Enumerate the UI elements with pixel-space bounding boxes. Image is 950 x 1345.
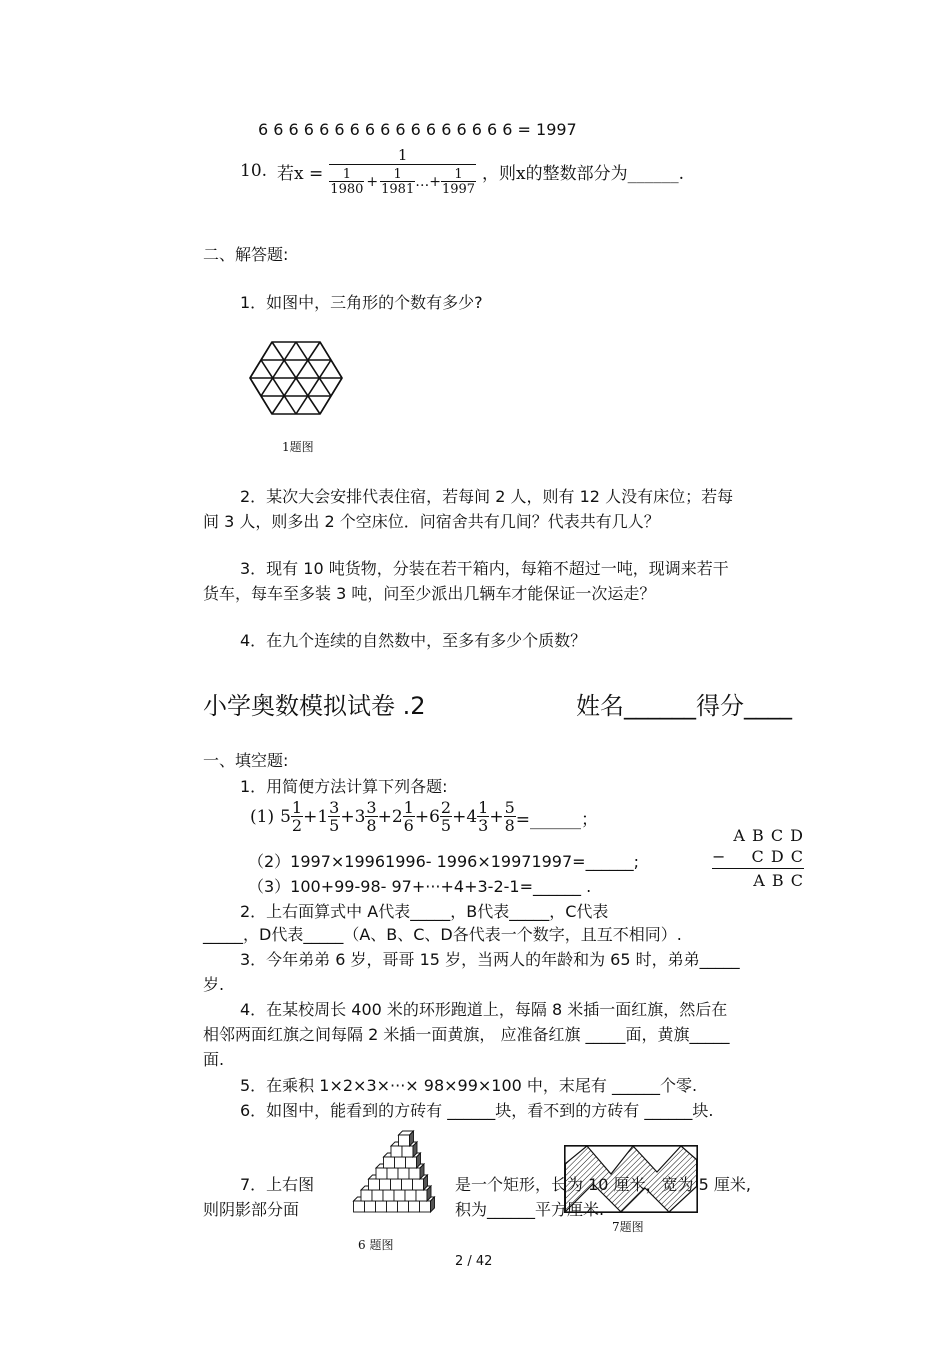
sub-row-subtrahend: − C D C (712, 847, 804, 866)
e2-question-4-line1: 4．在某校周长 400 米的环形跑道上，每隔 8 米插一面红旗，然后在 (240, 1000, 728, 1019)
e2-question-1-2: （2）1997×19961996- 1996×19971997=______; (248, 852, 639, 871)
s2-question-4: 4．在九个连续的自然数中，至多有多少个质数？ (240, 631, 587, 650)
fig1-caption: 1题图 (282, 440, 314, 454)
sub-row-result: A B C (712, 868, 804, 890)
q10-denominator: $\frac{1}{1980}$ + $\frac{1}{1981}$ …+ $\frac{1}{1997}$ (329, 164, 476, 196)
e2-question-4-line2: 相邻两面红旗之间每隔 2 米插一面黄旗， 应准备红旗 _____面，黄旗_____ (203, 1025, 730, 1044)
e2-question-5: 5．在乘积 1×2×3×···× 98×99×100 中，末尾有 ______个零. (240, 1076, 698, 1095)
q10-prefix: 若x = (277, 163, 324, 184)
e2-question-7-mid1: 是一个矩形，长为 10 厘米，宽为 5 厘米, (455, 1175, 751, 1194)
e2-question-2-line2: _____，D代表_____（A、B、C、D各代表一个数字，且互不相同）. (203, 925, 682, 944)
e2-question-2-line1: 2．上右面算式中 A代表_____，B代表_____，C代表 (240, 902, 609, 921)
e2-question-6: 6．如图中，能看到的方砖有 ______块，看不到的方砖有 ______块. (240, 1101, 714, 1120)
page-number: 2 / 42 (455, 1254, 493, 1269)
sub-row-minuend: A B C D (733, 826, 804, 845)
e2-question-3-line2: 岁. (203, 975, 225, 994)
fig7-caption: 7题图 (612, 1220, 644, 1234)
e2-question-4-line3: 面. (203, 1050, 225, 1069)
question-10 (240, 146, 684, 196)
q10-numerator: 1 (397, 146, 408, 164)
vertical-subtraction (712, 826, 804, 890)
e2-question-7-mid2: 积为______平方厘米. (455, 1200, 605, 1219)
name-score-field: 姓名______得分____ (576, 692, 792, 720)
s2-question-2-line1: 2．某次大会安排代表住宿，若每间 2 人，则有 12 人没有床位；若每 (240, 487, 734, 506)
s2-question-3-line2: 货车，每车至多装 3 吨，问至少派出几辆车才能保证一次运走？ (203, 584, 656, 603)
s2-question-1: 1．如图中，三角形的个数有多少? (240, 293, 483, 312)
s2-question-3-line1: 3．现有 10 吨货物，分装在若干箱内，每箱不超过一吨，现调来若干 (240, 559, 729, 578)
sixes-equation: 6 6 6 6 6 6 6 6 6 6 6 6 6 6 6 6 6 = 1997 (258, 120, 577, 139)
section2-title: 二、解答题: (203, 245, 289, 264)
q10-suffix: ，则x的整数部分为______. (482, 163, 685, 184)
frac-1980: $\frac{1}{1980}$ (330, 167, 364, 197)
frac-1997: $\frac{1}{1997}$ (441, 167, 476, 197)
e2-question-1-1: (1) 5 $\frac{1}{2}$ +1 $\frac{3}{5}$ +3 $\frac{3}{8}$ +2 $\frac{1}{6}$ +6 $\frac{2}{5}$ +4 $\frac{1}{3}$ + $\frac{5}{8}$ =______； (250, 798, 599, 835)
triangle-grid-figure (248, 338, 344, 418)
e2-question-7-left1: 7．上右图 (240, 1175, 315, 1194)
q10-big-fraction (329, 146, 476, 196)
e2-question-1-3: （3）100+99-98- 97+···+4+3-2-1=______ . (248, 877, 592, 896)
q10-number: 10. (240, 161, 268, 181)
s2-question-2-line2: 间 3 人，则多出 2 个空床位．问宿舍共有几间？代表共有几人？ (203, 512, 660, 531)
exam2-title: 小学奥数模拟试卷 .2 (203, 692, 426, 720)
e2-question-3-line1: 3．今年弟弟 6 岁，哥哥 15 岁，当两人的年龄和为 65 时，弟弟_____ (240, 950, 740, 969)
e2-question-1: 1．用简便方法计算下列各题: (240, 777, 448, 796)
fig6-caption: 6 题图 (358, 1238, 394, 1252)
e2-question-7-left2: 则阴影部分面 (203, 1200, 300, 1219)
brick-pyramid-figure (346, 1126, 442, 1218)
fill-blank-section-title: 一、填空题: (203, 751, 289, 770)
frac-1981: $\frac{1}{1981}$ (381, 167, 415, 197)
